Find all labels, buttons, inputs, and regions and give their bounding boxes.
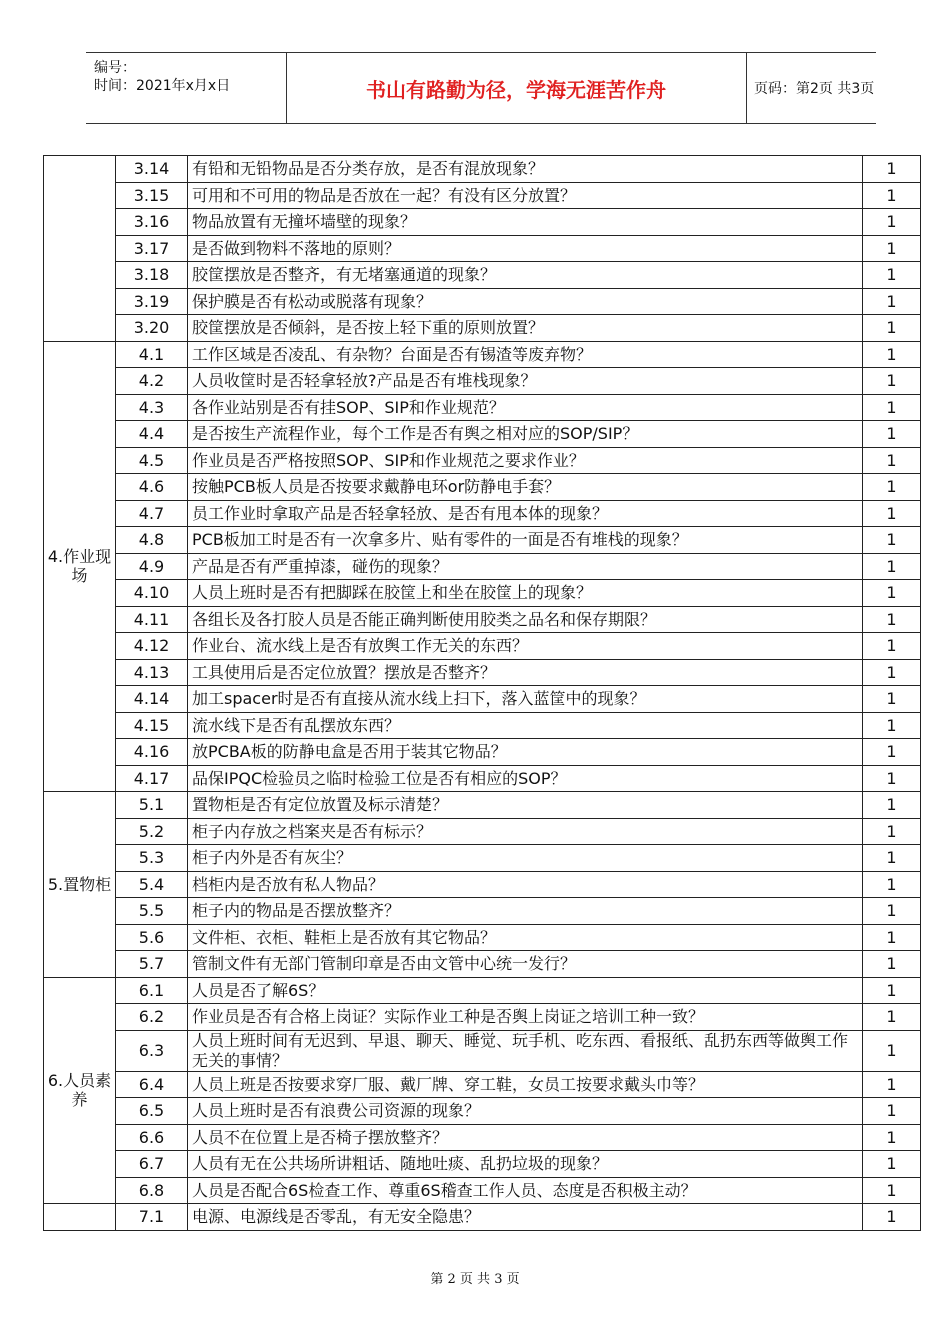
check-item-text: 各作业站别是否有挂SOP、SIP和作业规范？ — [188, 394, 863, 421]
score-cell: 1 — [863, 182, 921, 209]
score-cell: 1 — [863, 871, 921, 898]
item-number: 4.4 — [116, 421, 188, 448]
table-row — [44, 262, 921, 289]
item-number: 6.4 — [116, 1071, 188, 1098]
score-cell: 1 — [863, 447, 921, 474]
item-number: 4.17 — [116, 765, 188, 792]
item-number: 4.2 — [116, 368, 188, 395]
score-cell: 1 — [863, 659, 921, 686]
check-item-text: 人员上班时间有无迟到、早退、聊天、睡觉、玩手机、吃东西、看报纸、乱扔东西等做舆工作无关的事情？ — [188, 1030, 863, 1071]
table-row — [44, 1030, 921, 1071]
serial-label: 编号： — [94, 60, 136, 76]
check-item-text: 人员有无在公共场所讲粗话、随地吐痰、乱扔垃圾的现象？ — [188, 1151, 863, 1178]
table-row — [44, 1204, 921, 1231]
check-item-text: 胶筐摆放是否倾斜，是否按上轻下重的原则放置？ — [188, 315, 863, 342]
score-cell: 1 — [863, 288, 921, 315]
table-row — [44, 765, 921, 792]
table-row — [44, 818, 921, 845]
item-number: 5.3 — [116, 845, 188, 872]
table-row — [44, 474, 921, 501]
score-cell: 1 — [863, 1098, 921, 1125]
check-item-text: 产品是否有严重掉漆，碰伤的现象？ — [188, 553, 863, 580]
check-item-text: 管制文件有无部门管制印章是否由文管中心统一发行？ — [188, 951, 863, 978]
table-row — [44, 792, 921, 819]
item-number: 6.1 — [116, 977, 188, 1004]
score-cell: 1 — [863, 1151, 921, 1178]
table-row — [44, 1124, 921, 1151]
table-row — [44, 394, 921, 421]
item-number: 5.6 — [116, 924, 188, 951]
score-cell: 1 — [863, 1177, 921, 1204]
item-number: 6.3 — [116, 1030, 188, 1071]
item-number: 3.20 — [116, 315, 188, 342]
item-number: 4.15 — [116, 712, 188, 739]
item-number: 6.6 — [116, 1124, 188, 1151]
check-item-text: 档柜内是否放有私人物品？ — [188, 871, 863, 898]
score-cell: 1 — [863, 421, 921, 448]
table-row — [44, 447, 921, 474]
score-cell: 1 — [863, 898, 921, 925]
item-number: 4.10 — [116, 580, 188, 607]
table-row — [44, 977, 921, 1004]
score-cell: 1 — [863, 739, 921, 766]
score-cell: 1 — [863, 235, 921, 262]
check-item-text: 人员上班是否按要求穿厂服、戴厂牌、穿工鞋，女员工按要求戴头巾等？ — [188, 1071, 863, 1098]
check-item-text: 品保IPQC检验员之临时检验工位是否有相应的SOP？ — [188, 765, 863, 792]
score-cell: 1 — [863, 500, 921, 527]
table-row — [44, 553, 921, 580]
table-row — [44, 580, 921, 607]
check-item-text: 文件柜、衣柜、鞋柜上是否放有其它物品？ — [188, 924, 863, 951]
item-number: 3.14 — [116, 156, 188, 183]
score-cell: 1 — [863, 580, 921, 607]
checklist-table — [43, 155, 921, 1231]
check-item-text: 作业员是否有合格上岗证？实际作业工种是否舆上岗证之培训工种一致？ — [188, 1004, 863, 1031]
check-item-text: 人员不在位置上是否椅子摆放整齐？ — [188, 1124, 863, 1151]
table-row — [44, 686, 921, 713]
score-cell: 1 — [863, 765, 921, 792]
check-item-text: 柜子内的物品是否摆放整齐？ — [188, 898, 863, 925]
category-cell: 6.人员素养 — [44, 977, 116, 1204]
item-number: 6.2 — [116, 1004, 188, 1031]
score-cell: 1 — [863, 368, 921, 395]
check-item-text: 加工spacer时是否有直接从流水线上扫下，落入蓝筐中的现象？ — [188, 686, 863, 713]
table-row — [44, 527, 921, 554]
item-number: 4.7 — [116, 500, 188, 527]
table-row — [44, 1177, 921, 1204]
score-cell: 1 — [863, 924, 921, 951]
check-item-text: 柜子内外是否有灰尘？ — [188, 845, 863, 872]
table-row — [44, 500, 921, 527]
page-footer: 第 2 页 共 3 页 — [430, 1272, 520, 1287]
item-number: 4.14 — [116, 686, 188, 713]
item-number: 4.13 — [116, 659, 188, 686]
table-row — [44, 712, 921, 739]
table-row — [44, 288, 921, 315]
check-item-text: 人员上班时是否有浪费公司资源的现象？ — [188, 1098, 863, 1125]
item-number: 6.7 — [116, 1151, 188, 1178]
check-item-text: 工作区域是否凌乱、有杂物？台面是否有锡渣等废弃物？ — [188, 341, 863, 368]
check-item-text: 是否按生产流程作业，每个工作是否有舆之相对应的SOP/SIP？ — [188, 421, 863, 448]
table-row — [44, 1071, 921, 1098]
score-cell: 1 — [863, 527, 921, 554]
item-number: 7.1 — [116, 1204, 188, 1231]
check-item-text: 置物柜是否有定位放置及标示清楚？ — [188, 792, 863, 819]
page-header — [86, 52, 876, 124]
table-row — [44, 1004, 921, 1031]
check-item-text: 物品放置有无撞坏墙壁的现象？ — [188, 209, 863, 236]
check-item-text: 人员是否了解6S？ — [188, 977, 863, 1004]
score-cell: 1 — [863, 606, 921, 633]
table-row — [44, 633, 921, 660]
item-number: 3.19 — [116, 288, 188, 315]
table-row — [44, 421, 921, 448]
score-cell: 1 — [863, 341, 921, 368]
item-number: 6.8 — [116, 1177, 188, 1204]
score-cell: 1 — [863, 553, 921, 580]
table-row — [44, 341, 921, 368]
check-item-text: 胶筐摆放是否整齐，有无堵塞通道的现象？ — [188, 262, 863, 289]
table-row — [44, 898, 921, 925]
category-cell-empty — [44, 156, 116, 342]
table-row — [44, 209, 921, 236]
check-item-text: 人员收筐时是否轻拿轻放?产品是否有堆栈现象？ — [188, 368, 863, 395]
check-item-text: 按触PCB板人员是否按要求戴静电环or防静电手套？ — [188, 474, 863, 501]
table-row — [44, 606, 921, 633]
item-number: 4.5 — [116, 447, 188, 474]
check-item-text: 作业台、流水线上是否有放舆工作无关的东西？ — [188, 633, 863, 660]
score-cell: 1 — [863, 209, 921, 236]
check-item-text: 作业员是否严格按照SOP、SIP和作业规范之要求作业？ — [188, 447, 863, 474]
table-row — [44, 951, 921, 978]
item-number: 5.2 — [116, 818, 188, 845]
check-item-text: 电源、电源线是否零乱，有无安全隐患？ — [188, 1204, 863, 1231]
score-cell: 1 — [863, 792, 921, 819]
table-row — [44, 156, 921, 183]
header-divider-right — [746, 53, 747, 123]
item-number: 3.15 — [116, 182, 188, 209]
item-number: 4.12 — [116, 633, 188, 660]
check-item-text: 保护膜是否有松动或脱落有现象？ — [188, 288, 863, 315]
score-cell: 1 — [863, 474, 921, 501]
score-cell: 1 — [863, 633, 921, 660]
table-row — [44, 871, 921, 898]
check-item-text: 员工作业时拿取产品是否轻拿轻放、是否有甩本体的现象？ — [188, 500, 863, 527]
check-item-text: 工具使用后是否定位放置？摆放是否整齐？ — [188, 659, 863, 686]
category-cell: 4.作业现场 — [44, 341, 116, 792]
check-item-text: 各组长及各打胶人员是否能正确判断使用胶类之品名和保存期限？ — [188, 606, 863, 633]
item-number: 3.16 — [116, 209, 188, 236]
check-item-text: 放PCBA板的防静电盒是否用于装其它物品？ — [188, 739, 863, 766]
category-cell-empty — [44, 1204, 116, 1231]
check-item-text: 流水线下是否有乱摆放东西？ — [188, 712, 863, 739]
score-cell: 1 — [863, 951, 921, 978]
time-label: 时间：2021年x月x日 — [94, 78, 231, 94]
table-row — [44, 845, 921, 872]
item-number: 4.11 — [116, 606, 188, 633]
table-row — [44, 739, 921, 766]
score-cell: 1 — [863, 1030, 921, 1071]
item-number: 4.6 — [116, 474, 188, 501]
table-row — [44, 235, 921, 262]
checklist-body — [44, 156, 921, 1231]
score-cell: 1 — [863, 262, 921, 289]
category-cell: 5.置物柜 — [44, 792, 116, 978]
table-row — [44, 924, 921, 951]
header-meta — [94, 59, 230, 95]
table-row — [44, 1098, 921, 1125]
check-item-text: 有铅和无铅物品是否分类存放，是否有混放现象？ — [188, 156, 863, 183]
table-row — [44, 659, 921, 686]
score-cell: 1 — [863, 818, 921, 845]
score-cell: 1 — [863, 1071, 921, 1098]
check-item-text: 柜子内存放之档案夹是否有标示？ — [188, 818, 863, 845]
check-item-text: 人员上班时是否有把脚踩在胶筐上和坐在胶筐上的现象？ — [188, 580, 863, 607]
check-item-text: 是否做到物料不落地的原则？ — [188, 235, 863, 262]
score-cell: 1 — [863, 845, 921, 872]
item-number: 6.5 — [116, 1098, 188, 1125]
score-cell: 1 — [863, 156, 921, 183]
item-number: 5.1 — [116, 792, 188, 819]
score-cell: 1 — [863, 1204, 921, 1231]
header-page-info: 页码：第2页 共3页 — [754, 81, 875, 97]
header-motto: 书山有路勤为径，学海无涯苦作舟 — [366, 77, 666, 102]
table-row — [44, 182, 921, 209]
score-cell: 1 — [863, 712, 921, 739]
item-number: 4.9 — [116, 553, 188, 580]
item-number: 5.7 — [116, 951, 188, 978]
item-number: 4.16 — [116, 739, 188, 766]
item-number: 4.1 — [116, 341, 188, 368]
item-number: 5.5 — [116, 898, 188, 925]
score-cell: 1 — [863, 394, 921, 421]
check-item-text: PCB板加工时是否有一次拿多片、贴有零件的一面是否有堆栈的现象？ — [188, 527, 863, 554]
table-row — [44, 315, 921, 342]
item-number: 5.4 — [116, 871, 188, 898]
score-cell: 1 — [863, 315, 921, 342]
table-row — [44, 368, 921, 395]
score-cell: 1 — [863, 1004, 921, 1031]
item-number: 3.17 — [116, 235, 188, 262]
score-cell: 1 — [863, 977, 921, 1004]
check-item-text: 人员是否配合6S检查工作、尊重6S稽查工作人员、态度是否积极主动？ — [188, 1177, 863, 1204]
table-row — [44, 1151, 921, 1178]
check-item-text: 可用和不可用的物品是否放在一起？有没有区分放置？ — [188, 182, 863, 209]
item-number: 3.18 — [116, 262, 188, 289]
score-cell: 1 — [863, 1124, 921, 1151]
score-cell: 1 — [863, 686, 921, 713]
item-number: 4.8 — [116, 527, 188, 554]
item-number: 4.3 — [116, 394, 188, 421]
